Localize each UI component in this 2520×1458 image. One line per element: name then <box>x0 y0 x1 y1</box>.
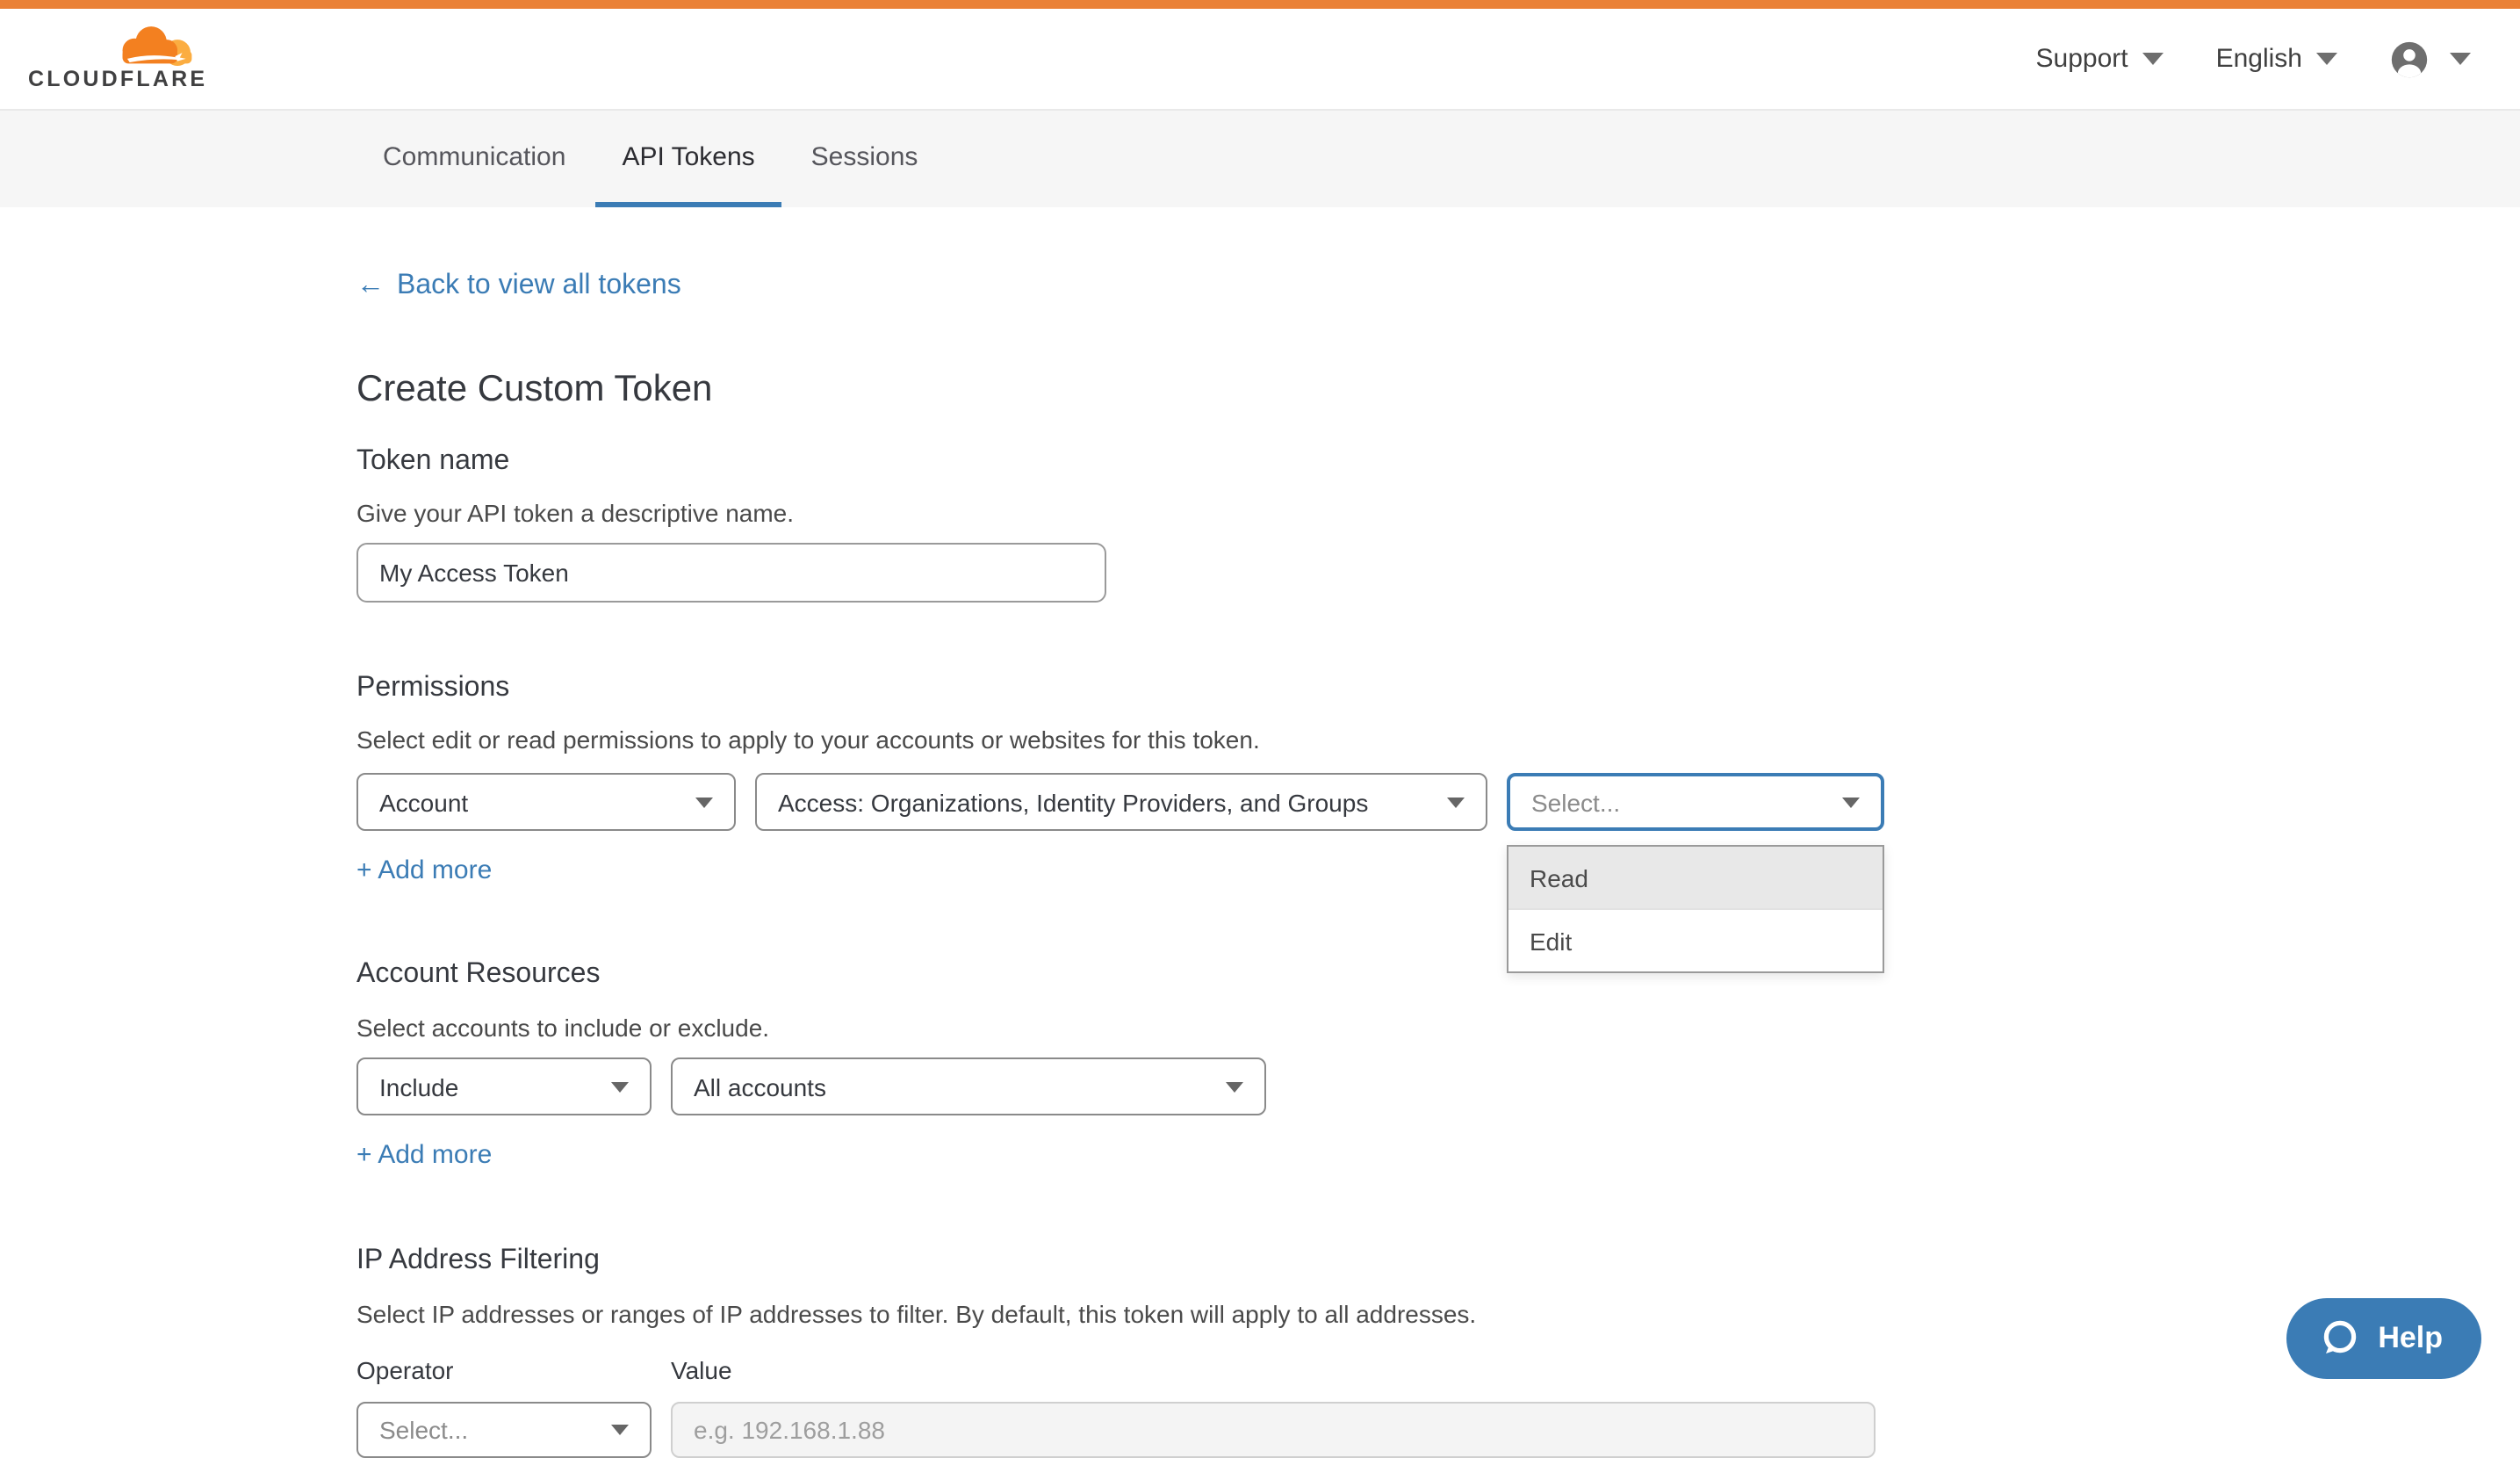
permission-level-select[interactable] <box>1507 773 1884 831</box>
ip-filtering-heading: IP Address Filtering <box>356 1245 600 1275</box>
account-resources-selection-select[interactable] <box>671 1057 1266 1115</box>
tab-communication[interactable]: Communication <box>383 141 566 171</box>
back-to-tokens-link[interactable] <box>356 271 681 302</box>
token-name-heading: Token name <box>356 446 510 476</box>
menu-option-edit[interactable]: Edit <box>1508 908 1883 971</box>
ip-filtering-labels <box>356 1356 2520 1384</box>
account-resources-description: Select accounts to include or exclude. <box>356 1014 770 1042</box>
tab-api-tokens[interactable]: API Tokens <box>595 111 781 207</box>
chevron-down-icon <box>2316 53 2337 65</box>
header-right <box>2036 40 2472 78</box>
ip-filtering-description: Select IP addresses or ranges of IP addresses to filter. By default, this token will apply to all addresses. <box>356 1300 1477 1328</box>
brand-color-strip <box>0 0 2520 9</box>
chevron-down-icon <box>2142 53 2164 65</box>
chevron-down-icon <box>611 1081 629 1092</box>
support-menu[interactable] <box>2036 44 2164 74</box>
language-menu[interactable] <box>2216 44 2337 74</box>
ip-operator-placeholder: Select... <box>379 1416 469 1444</box>
back-link-label: Back to view all tokens <box>397 271 681 300</box>
support-menu-label: Support <box>2035 44 2128 74</box>
ip-value-input[interactable] <box>671 1402 1876 1458</box>
account-resources-mode-select[interactable] <box>356 1057 652 1115</box>
permission-resource-value: Access: Organizations, Identity Providers, and Groups <box>778 788 1369 816</box>
back-arrow-icon: ← <box>356 271 385 300</box>
permissions-heading: Permissions <box>356 673 510 703</box>
menu-option-read[interactable]: Read <box>1508 847 1883 908</box>
tab-sessions[interactable]: Sessions <box>810 141 918 171</box>
account-resources-add-more-link[interactable]: + Add more <box>356 1140 493 1170</box>
token-name-input[interactable] <box>356 543 1106 603</box>
account-resources-row <box>356 1057 2520 1115</box>
permission-level-wrap <box>1507 773 1884 955</box>
permission-level-menu <box>1507 845 1884 973</box>
cloudflare-logo[interactable] <box>28 27 207 91</box>
user-avatar-icon <box>2390 40 2429 78</box>
account-resources-mode-value: Include <box>379 1072 459 1101</box>
account-resources-selection-value: All accounts <box>694 1072 826 1101</box>
chevron-down-icon <box>1226 1081 1243 1092</box>
permissions-description: Select edit or read permissions to apply to your accounts or websites for this token. <box>356 725 1260 754</box>
value-label: Value <box>671 1356 732 1384</box>
profile-tabs <box>0 109 2520 207</box>
chevron-down-icon <box>1842 797 1860 807</box>
permission-scope-select[interactable] <box>356 773 736 831</box>
chat-bubble-icon <box>2318 1317 2360 1360</box>
chevron-down-icon <box>2450 53 2471 65</box>
chevron-down-icon <box>1447 797 1465 807</box>
language-menu-label: English <box>2215 44 2302 74</box>
page-title: Create Custom Token <box>356 369 713 409</box>
cloudflare-cloud-icon <box>84 27 204 73</box>
help-button-label: Help <box>2378 1321 2443 1354</box>
ip-operator-select[interactable] <box>356 1402 652 1458</box>
account-menu[interactable] <box>2390 40 2471 78</box>
permission-scope-value: Account <box>379 788 469 816</box>
help-button[interactable] <box>2286 1298 2481 1379</box>
ip-filtering-row <box>356 1402 2520 1458</box>
main-content <box>0 207 2520 1458</box>
cloudflare-wordmark: CLOUDFLARE <box>28 67 208 92</box>
permission-level-placeholder: Select... <box>1531 788 1621 816</box>
chevron-down-icon <box>695 797 713 807</box>
operator-label: Operator <box>356 1356 454 1384</box>
header <box>0 9 2520 109</box>
account-resources-heading: Account Resources <box>356 959 601 989</box>
permissions-add-more-link[interactable]: + Add more <box>356 855 493 885</box>
token-name-description: Give your API token a descriptive name. <box>356 499 795 527</box>
chevron-down-icon <box>611 1425 629 1435</box>
permission-resource-select[interactable] <box>755 773 1487 831</box>
